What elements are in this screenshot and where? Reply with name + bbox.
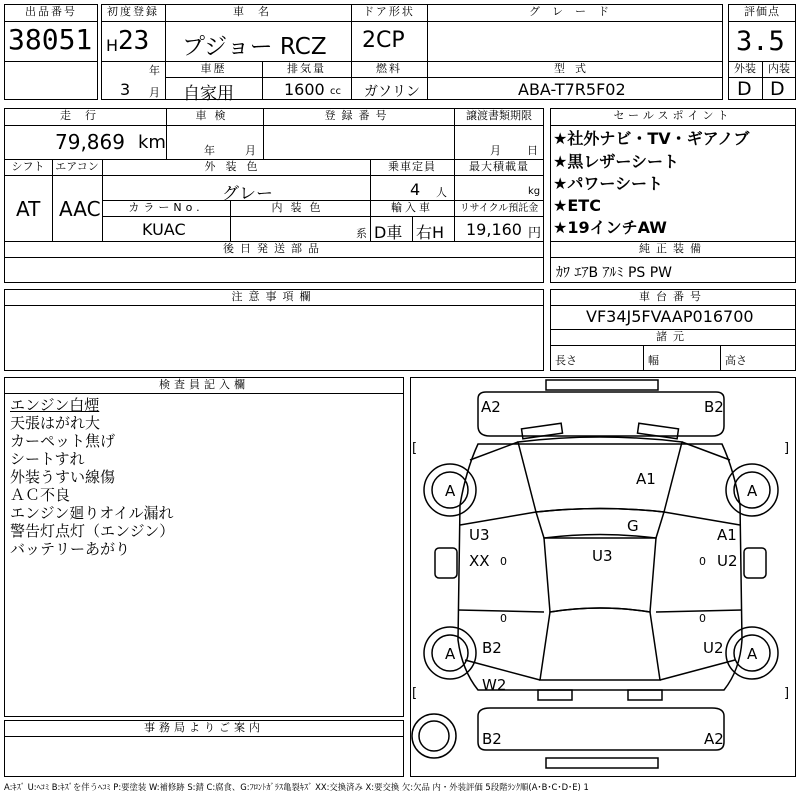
mark-right-door-2: U2 — [717, 552, 738, 570]
era: H — [106, 36, 119, 55]
shift-label: シフト — [11, 160, 45, 173]
genuine-value: ｶﾜ ｴｱB ｱﾙﾐ PS PW — [556, 265, 673, 281]
exterior-grade: D — [737, 78, 752, 100]
inspector-line: 警告灯点灯（エンジン） — [10, 522, 175, 540]
shift-value: AT — [16, 197, 41, 221]
mark-front-left: A2 — [481, 398, 501, 416]
height-label: 高さ — [725, 354, 747, 367]
interior-label: 内装 — [768, 62, 790, 75]
office-label: 事務局よりご案内 — [144, 721, 264, 734]
mark-left-door-2: XX — [469, 552, 490, 570]
color-value: グレー — [222, 184, 273, 204]
mark-left-door-1: U3 — [469, 526, 490, 544]
grade-label: グレード — [529, 5, 621, 18]
load-label: 最大積載量 — [469, 160, 529, 173]
reg-year-unit: 年 — [149, 64, 160, 77]
displacement-label: 排気量 — [287, 62, 326, 75]
recycle-label: リサイクル預託金 — [459, 203, 539, 214]
mark-small-zero: 0 — [699, 612, 706, 625]
import-label: 輸入車 — [391, 201, 433, 214]
history-value: 自家用 — [183, 84, 234, 104]
recycle-unit: 円 — [528, 226, 542, 241]
sales-item: ★パワーシート — [553, 174, 664, 193]
mark-tire-fl: A — [445, 482, 456, 500]
car-diagram-box — [410, 377, 796, 777]
reg-month: 3 — [120, 80, 131, 99]
lot-label: 出品番号 — [25, 5, 77, 18]
fuel-label: 燃料 — [376, 62, 402, 75]
inspector-label: 検査員記入欄 — [159, 378, 249, 391]
ac-label: エアコン — [55, 160, 99, 173]
mileage-value: 79,869 — [55, 130, 125, 154]
plate-label: 登録番号 — [324, 109, 393, 122]
mark-left-rear: B2 — [482, 639, 502, 657]
mark-tire-rl: A — [445, 645, 456, 663]
chassis-label: 車台番号 — [639, 290, 707, 303]
score-value: 3.5 — [736, 26, 785, 57]
mark-left-rear-2: W2 — [482, 676, 507, 694]
mileage-label: 走行 — [60, 109, 110, 122]
displacement-unit: cc — [330, 86, 341, 97]
sales-item: ★社外ナビ・TV・ギアノブ — [553, 129, 750, 148]
inspector-line: バッテリーあがり — [10, 540, 131, 558]
ac-value: AAC — [59, 197, 101, 221]
bracket-open: [ — [412, 441, 418, 456]
interior-color-unit: 系 — [356, 227, 367, 240]
mark-small-zero: 0 — [699, 555, 706, 568]
recycle-value: 19,160 — [466, 220, 522, 239]
reg-year: 23 — [118, 26, 150, 56]
mileage-unit: km — [138, 132, 166, 153]
model-label: 型式 — [554, 62, 596, 75]
inspector-line: カーペット焦げ — [10, 432, 116, 450]
mark-small-zero: 0 — [500, 555, 507, 568]
inspector-line: ＡＣ不良 — [10, 486, 71, 504]
genuine-label: 純正装備 — [639, 242, 707, 255]
first-reg-label: 初度登録 — [107, 5, 159, 18]
transfer-month-unit: 月 — [490, 144, 501, 157]
displacement-value: 1600 — [284, 80, 325, 99]
sales-item: ★19インチAW — [553, 218, 667, 237]
car-name: プジョー RCZ — [182, 34, 327, 60]
door-label: ドア形状 — [363, 5, 415, 18]
inspector-line: エンジン白煙 — [10, 396, 100, 414]
import-value: D車 — [374, 223, 403, 242]
bracket-open: [ — [412, 686, 418, 701]
sales-label: セールスポイント — [613, 109, 733, 122]
load-unit: kg — [528, 186, 541, 197]
score-label: 評価点 — [744, 5, 780, 18]
transfer-day-unit: 日 — [527, 144, 538, 157]
notes-label: 注意事項欄 — [231, 290, 317, 303]
mark-right-door-1: A1 — [717, 526, 737, 544]
reg-month-unit: 月 — [149, 86, 160, 99]
color-no-label: カラーNo. — [128, 201, 204, 214]
interior-grade: D — [770, 78, 785, 100]
capacity-value: 4 — [410, 180, 421, 199]
bracket-close: ] — [784, 686, 790, 701]
chassis-number: VF34J5FVAAP016700 — [586, 307, 754, 326]
door-type: 2CP — [362, 28, 405, 53]
inspection-label: 車検 — [195, 109, 234, 122]
inspector-line: 外装うすい線傷 — [10, 468, 116, 486]
history-label: 車歴 — [200, 62, 227, 75]
legend: A:ｷｽﾞ U:ﾍｺﾐ B:ｷｽﾞを伴うﾍｺﾐ P:要塗装 W:補修跡 S:錆 C:腐食、G:ﾌﾛﾝﾄｶﾞﾗｽ亀裂ｷｽﾞ XX:交換済み X:要交換 欠:欠品 内・外装評価 5段階ﾗﾝｸ順(A･B･C･D･E) 1 — [4, 782, 589, 792]
interior-color-label: 内装色 — [271, 201, 329, 214]
lot-number: 38051 — [8, 23, 93, 56]
mark-tire-fr: A — [747, 482, 758, 500]
inspector-line: 天張はがれ大 — [10, 414, 101, 432]
car-name-label: 車名 — [233, 5, 283, 18]
mark-rear-left: B2 — [482, 730, 502, 748]
width-label: 幅 — [648, 354, 659, 367]
inspection-year-unit: 年 — [204, 144, 215, 157]
mark-roof: G — [627, 517, 639, 535]
sales-item: ★ETC — [553, 196, 601, 215]
fuel-value: ガソリン — [364, 84, 420, 100]
model-value: ABA-T7R5F02 — [518, 80, 626, 99]
bracket-close: ] — [784, 441, 790, 456]
color-label: 外装色 — [204, 160, 268, 173]
mark-rear-right: A2 — [704, 730, 724, 748]
capacity-label: 乗車定員 — [388, 160, 436, 173]
mark-tire-rr: A — [747, 645, 758, 663]
later-parts-label: 後日発送部品 — [223, 242, 325, 255]
inspector-line: シートすれ — [10, 450, 85, 468]
sales-item: ★黒レザーシート — [553, 152, 680, 171]
color-no-value: KUAC — [142, 220, 186, 239]
capacity-unit: 人 — [436, 186, 447, 199]
length-label: 長さ — [555, 354, 577, 367]
mark-small-zero: 0 — [500, 612, 507, 625]
mark-right-rear: U2 — [703, 639, 724, 657]
inspector-line: エンジン廻りオイル漏れ — [10, 504, 174, 522]
mark-front-right: B2 — [704, 398, 724, 416]
mark-hood: A1 — [636, 470, 656, 488]
transfer-label: 譲渡書類期限 — [466, 109, 532, 122]
spec-label: 諸元 — [656, 330, 690, 343]
mark-cabin: U3 — [592, 547, 613, 565]
handle-value: 右H — [416, 223, 445, 242]
exterior-label: 外装 — [734, 62, 756, 75]
inspection-month-unit: 月 — [245, 144, 256, 157]
